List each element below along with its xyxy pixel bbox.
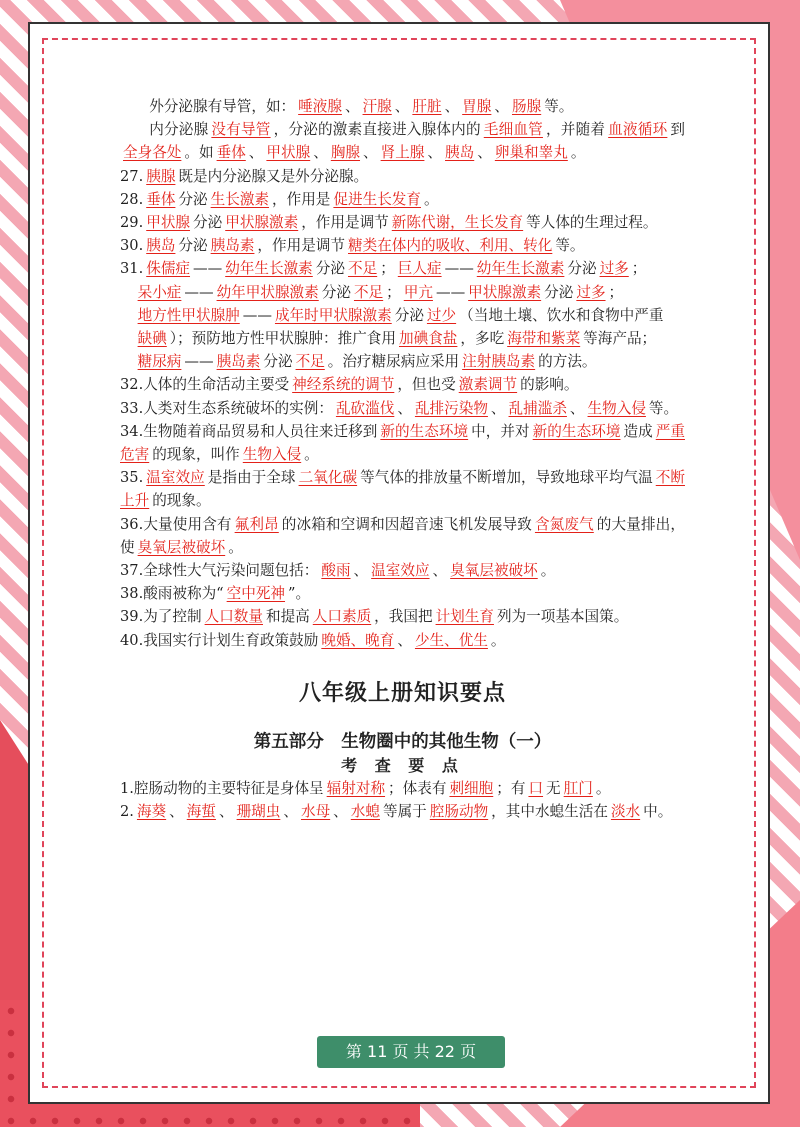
answer-text: 海带和紫菜: [507, 330, 581, 348]
item-text: 。: [490, 631, 506, 649]
answer-text: 糖尿病: [137, 353, 182, 371]
item-text: 33.人类对生态系统破坏的实例：: [120, 399, 333, 417]
answer-text: 新陈代谢，生长发育: [391, 214, 524, 232]
answer-text: 毛细血管: [483, 121, 543, 139]
item-text: ——: [184, 353, 214, 371]
answer-text: 幼年甲状腺激素: [216, 283, 319, 301]
answer-text: 垂体: [216, 144, 246, 162]
answer-text: 空中死神: [226, 585, 286, 603]
item-text: 、: [283, 803, 298, 821]
answer-text: 缺碘: [137, 330, 167, 348]
knowledge-item: [120, 420, 685, 466]
item-text: 分泌: [544, 283, 574, 301]
answer-text: 过少: [426, 306, 457, 324]
answer-text: 神经系统的调节: [292, 376, 395, 394]
answer-text: 巨人症: [397, 260, 442, 278]
item-text: 34.生物随着商品贸易和人员往来迁移到: [120, 422, 378, 440]
answer-text: 不足: [295, 353, 325, 371]
knowledge-item: [120, 582, 685, 605]
item-text: 31.: [120, 260, 144, 278]
item-text: 、: [394, 98, 410, 115]
knowledge-item: [120, 513, 685, 559]
knowledge-item: [120, 165, 685, 188]
item-text: 等。: [544, 98, 574, 115]
answer-text: 血液循环: [608, 121, 668, 139]
answer-text: 水螅: [350, 803, 380, 821]
item-text: 等气体的排放量不断增加，导致地球平均气温: [360, 469, 653, 487]
knowledge-item: [120, 327, 685, 350]
item-text: ——: [435, 283, 466, 301]
answer-text: 幼年生长激素: [476, 260, 565, 278]
page-content: [120, 95, 685, 823]
answer-text: 晚婚、晚育: [321, 631, 395, 649]
knowledge-item: [120, 257, 685, 280]
answer-text: 垂体: [146, 190, 176, 208]
item-text: 2.: [120, 803, 134, 821]
answer-text: 汗腺: [362, 98, 392, 115]
item-text: 38.酸雨被称为“: [120, 585, 224, 603]
item-text: 中，并对: [471, 422, 530, 440]
knowledge-list-part1: [120, 95, 685, 652]
answer-text: 肛门: [563, 780, 593, 798]
item-text: ，作用是调节: [301, 214, 389, 232]
answer-text: 氟利昂: [234, 515, 279, 533]
answer-text: 地方性甲状腺肿: [137, 306, 240, 324]
answer-text: 不足: [353, 283, 384, 301]
knowledge-item: [120, 304, 685, 327]
item-text: 。: [570, 144, 586, 162]
knowledge-item: [120, 281, 685, 304]
item-text: ，多吃: [460, 330, 505, 348]
knowledge-item: [120, 95, 685, 118]
answer-text: 甲状腺: [146, 214, 191, 232]
item-text: 、: [397, 631, 412, 649]
item-text: 列为一项基本国策。: [496, 608, 629, 626]
page-number-badge: 第 11 页 共 22 页: [317, 1036, 505, 1068]
item-text: 。: [304, 446, 319, 464]
answer-text: 幼年生长激素: [225, 260, 313, 278]
item-text: ——: [444, 260, 474, 278]
item-text: 1.腔肠动物的主要特征是身体呈: [120, 780, 324, 798]
answer-text: 唾液腺: [298, 98, 342, 115]
item-text: 等海产品；: [583, 330, 657, 348]
item-text: 36.大量使用含有: [120, 515, 232, 533]
answer-text: 没有导管: [211, 121, 271, 139]
item-text: 39.为了控制: [120, 608, 202, 626]
answer-text: 甲状腺激素: [468, 283, 542, 301]
answer-text: 珊瑚虫: [236, 803, 281, 821]
item-text: 分泌: [567, 260, 597, 278]
answer-text: 生物入侵: [587, 399, 646, 417]
knowledge-item: [120, 118, 685, 164]
answer-text: 生物入侵: [242, 446, 302, 464]
item-text: ）；预防地方性甲状腺肿：推广食用: [169, 330, 396, 348]
item-text: 。: [228, 538, 243, 556]
answer-text: 甲状腺: [266, 144, 311, 162]
item-text: 是指由于全球: [207, 469, 296, 487]
knowledge-item: [120, 211, 685, 234]
knowledge-item: [120, 800, 685, 823]
item-text: 。: [423, 190, 439, 208]
answer-text: 生长激素: [210, 190, 270, 208]
item-text: 、: [569, 399, 585, 417]
item-text: 的现象，叫作: [152, 446, 240, 464]
item-text: 外分泌腺有导管，如：: [149, 98, 296, 115]
knowledge-item: [120, 605, 685, 628]
answer-text: 激素调节: [458, 376, 518, 394]
item-text: 37.全球性大气污染问题包括：: [120, 562, 319, 580]
answer-text: 辐射对称: [326, 780, 386, 798]
answer-text: 严重危害: [120, 422, 685, 464]
item-text: 、: [363, 144, 378, 162]
knowledge-item: [120, 777, 685, 800]
item-text: 32.人体的生命活动主要受: [120, 376, 290, 394]
item-text: 分泌: [321, 283, 351, 301]
answer-text: 乱砍滥伐: [335, 399, 395, 417]
answer-text: 水母: [300, 803, 331, 821]
answer-text: 胃腺: [462, 98, 492, 115]
answer-text: 过多: [576, 283, 606, 301]
knowledge-item: [120, 188, 685, 211]
item-text: 、: [248, 144, 264, 162]
points-title: 考 查 要 点: [341, 756, 464, 776]
answer-text: 腔肠动物: [429, 803, 489, 821]
item-text: ，分泌的激素直接进入腺体内的: [273, 121, 481, 139]
answer-text: 淡水: [610, 803, 641, 821]
item-text: 、: [169, 803, 184, 821]
answer-text: 温室效应: [371, 562, 430, 580]
answer-text: 甲状腺激素: [225, 214, 299, 232]
knowledge-item: [120, 234, 685, 257]
item-text: ，作用是: [272, 190, 331, 208]
section-title: 八年级上册知识要点: [298, 680, 506, 706]
item-text: 、: [344, 98, 360, 115]
answer-text: 二氧化碳: [298, 469, 358, 487]
answer-text: 过多: [599, 260, 629, 278]
item-text: 。: [540, 562, 556, 580]
answer-text: 新的生态环境: [380, 422, 469, 440]
item-text: 等属于: [382, 803, 427, 821]
item-text: 35.: [120, 469, 144, 487]
item-text: 分泌: [193, 214, 223, 232]
item-text: ，并随着: [545, 121, 606, 139]
answer-text: 糖类在体内的吸收、利用、转化: [348, 237, 553, 255]
answer-text: 卵巢和睾丸: [494, 144, 568, 162]
item-text: 、: [353, 562, 369, 580]
answer-text: 新的生态环境: [532, 422, 621, 440]
knowledge-item: [120, 559, 685, 582]
part-title: 第五部分 生物圈中的其他生物（一）: [253, 732, 552, 753]
answer-text: 人口素质: [312, 608, 372, 626]
item-text: 的方法。: [538, 353, 597, 371]
item-text: 无: [546, 780, 561, 798]
item-text: 、: [477, 144, 492, 162]
item-text: ，我国把: [374, 608, 433, 626]
item-text: 、: [313, 144, 328, 162]
item-text: ，但也受: [397, 376, 456, 394]
knowledge-item: [120, 629, 685, 652]
knowledge-item: [120, 373, 685, 396]
item-text: 28.: [120, 190, 144, 208]
item-text: ；: [380, 260, 395, 278]
knowledge-item: [120, 397, 685, 420]
answer-text: 促进生长发育: [333, 190, 421, 208]
item-text: ；: [631, 260, 647, 278]
answer-text: 刺细胞: [449, 780, 494, 798]
answer-text: 口: [528, 780, 544, 798]
item-text: 内分泌腺: [149, 121, 209, 139]
answer-text: 含氮废气: [534, 515, 594, 533]
item-text: 、: [333, 803, 348, 821]
answer-text: 成年时甲状腺激素: [274, 306, 392, 324]
item-text: 既是内分泌腺又是外分泌腺。: [178, 167, 369, 185]
item-text: 的大量排出，使: [120, 515, 685, 556]
answer-text: 酸雨: [321, 562, 351, 580]
answer-text: 胰岛: [445, 144, 475, 162]
answer-text: 肾上腺: [380, 144, 425, 162]
item-text: 分泌: [178, 190, 208, 208]
item-text: 中。: [643, 803, 673, 821]
answer-text: 不足: [347, 260, 378, 278]
answer-text: 胰岛: [146, 237, 176, 255]
item-text: ；: [608, 283, 624, 301]
item-text: ”。: [288, 585, 311, 603]
item-text: 分泌: [178, 237, 208, 255]
item-text: 等。: [648, 399, 679, 417]
knowledge-item: [120, 466, 685, 512]
answer-text: 乱捕滥杀: [508, 399, 567, 417]
item-text: 到: [670, 121, 685, 139]
knowledge-list-part2: [120, 777, 685, 823]
item-text: 造成: [623, 422, 653, 440]
item-text: 、: [432, 562, 448, 580]
item-text: 、: [218, 803, 234, 821]
answer-text: 人口数量: [204, 608, 263, 626]
answer-text: 侏儒症: [146, 260, 191, 278]
item-text: ，其中水螅生活在: [491, 803, 608, 821]
answer-text: 肠腺: [511, 98, 542, 115]
answer-text: 乱排污染物: [414, 399, 488, 417]
answer-text: 计划生育: [435, 608, 494, 626]
answer-text: 肝脏: [412, 98, 442, 115]
item-text: 、: [444, 98, 460, 115]
item-text: ；有: [496, 780, 526, 798]
item-text: 、: [494, 98, 509, 115]
item-text: ——: [184, 283, 214, 301]
answer-text: 胰岛素: [210, 237, 255, 255]
answer-text: 海葵: [136, 803, 167, 821]
item-text: ——: [193, 260, 223, 278]
answer-text: 胸腺: [330, 144, 361, 162]
answer-text: 少生、优生: [414, 631, 488, 649]
answer-text: 臭氧层被破坏: [450, 562, 538, 580]
item-text: 的现象。: [152, 492, 211, 510]
knowledge-item: [120, 350, 685, 373]
item-text: 。如: [184, 144, 214, 162]
item-text: 分泌: [394, 306, 424, 324]
item-text: 40.我国实行计划生育政策鼓励: [120, 631, 319, 649]
answer-text: 注射胰岛素: [462, 353, 536, 371]
answer-text: 不断上升: [120, 469, 685, 510]
item-text: ——: [242, 306, 272, 324]
item-text: ；体表有: [388, 780, 447, 798]
item-text: （当地土壤、饮水和食物中严重: [459, 306, 664, 324]
answer-text: 胰岛素: [216, 353, 261, 371]
answer-text: 海蜇: [186, 803, 216, 821]
item-text: 29.: [120, 214, 144, 232]
answer-text: 呆小症: [137, 283, 182, 301]
item-text: 和提高: [265, 608, 310, 626]
item-text: 、: [427, 144, 443, 162]
item-text: 。治疗糖尿病应采用: [327, 353, 460, 371]
answer-text: 温室效应: [146, 469, 205, 487]
item-text: 、: [490, 399, 506, 417]
answer-text: 加碘食盐: [399, 330, 458, 348]
answer-text: 全身各处: [123, 144, 182, 162]
answer-text: 胰腺: [146, 167, 176, 185]
item-text: 等人体的生理过程。: [526, 214, 658, 232]
item-text: 分泌: [315, 260, 345, 278]
item-text: 30.: [120, 237, 144, 255]
item-text: ；: [386, 283, 401, 301]
item-text: 等。: [555, 237, 585, 255]
item-text: 、: [397, 399, 412, 417]
item-text: ，作用是调节: [257, 237, 345, 255]
item-text: 的影响。: [520, 376, 579, 394]
answer-text: 甲亢: [403, 283, 433, 301]
answer-text: 臭氧层被破坏: [137, 538, 226, 556]
item-text: 的冰箱和空调和因超音速飞机发展导致: [281, 515, 532, 533]
item-text: 27.: [120, 167, 144, 185]
item-text: 。: [595, 780, 611, 798]
item-text: 分泌: [263, 353, 293, 371]
